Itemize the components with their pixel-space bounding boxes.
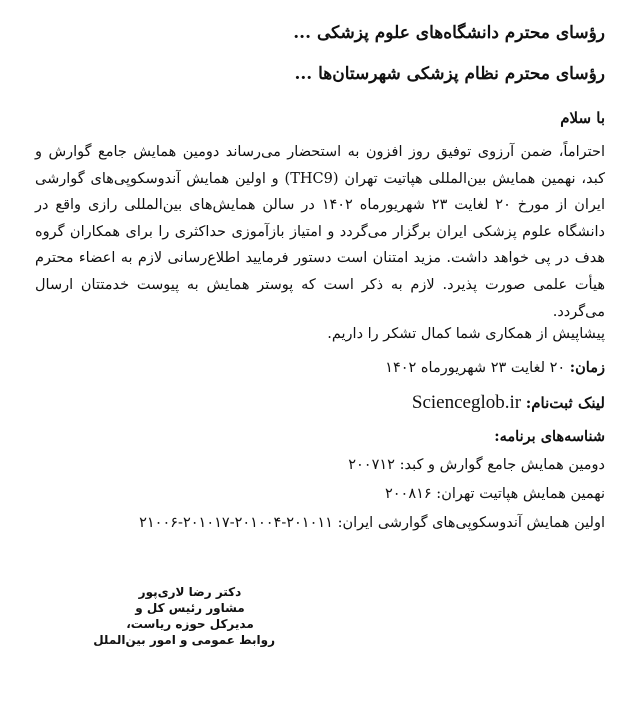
event-date-row <box>385 359 605 376</box>
registration-link-row <box>412 392 605 414</box>
signatory-title-line: مدیرکل حوزه ریاست، <box>126 617 254 631</box>
program-id-item: نهمین همایش هپاتیت تهران: ۲۰۰۸۱۶ <box>384 486 605 502</box>
letter-body: احتراماً، ضمن آرزوی توفیق روز افزون به استحضار می‌رساند دومین همایش جامع گوارش و کبد، نهمین همایش بین‌المللی هپاتیت تهران (THC9) و اولین همایش آندوسکوپی‌های گوارشی ایران از مورخ ۲۰ لغایت ۲۳ شهریورماه ۱۴۰۲ در سالن همایش‌های بین‌المللی رازی واقع در دانشگاه علوم پزشکی ایران برگزار می‌گردد و امتیاز بازآموزی حداکثری را برای همکاران گروه هدف در پی خواهد داشت. مزید امتنان است دستور فرمایید اطلاع‌رسانی لازم به اعضاء محترم هیأت علمی صورت پذیرد. لازم به ذکر است که پوستر همایش به پیوست خدمتتان ارسال می‌گردد. <box>35 144 605 320</box>
signatory-title-line: مشاور رئیس کل و <box>135 601 245 615</box>
closing-thanks: پیشاپیش از همکاری شما کمال تشکر را داریم. <box>327 326 605 342</box>
signatory-title-line: روابط عمومی و امور بین‌الملل <box>93 633 275 647</box>
program-id-item: اولین همایش آندوسکوپی‌های گوارشی ایران: ۲۰۱۰۱۱-۲۰۱۰۰۴-۲۰۱۰۱۷-۲۱۰۰۶ <box>139 515 605 531</box>
program-id-item: دومین همایش جامع گوارش و کبد: ۲۰۰۷۱۲ <box>348 457 605 473</box>
addressee-medical-council: رؤسای محترم نظام پزشکی شهرستان‌ها ... <box>294 64 605 84</box>
signatory-name: دکتر رضا لاری‌پور <box>138 585 242 599</box>
signature-block <box>93 584 275 648</box>
event-date-value: ۲۰ لغایت ۲۳ شهریورماه ۱۴۰۲ <box>385 360 566 376</box>
registration-link-value: Scienceglob.ir <box>411 392 522 413</box>
event-date-label: زمان: <box>569 359 605 376</box>
program-ids-heading: شناسه‌های برنامه: <box>494 428 605 445</box>
greeting: با سلام <box>560 109 605 127</box>
registration-link-label: لینک ثبت‌نام: <box>525 394 605 412</box>
addressee-universities: رؤسای محترم دانشگاه‌های علوم پزشکی ... <box>293 23 605 43</box>
